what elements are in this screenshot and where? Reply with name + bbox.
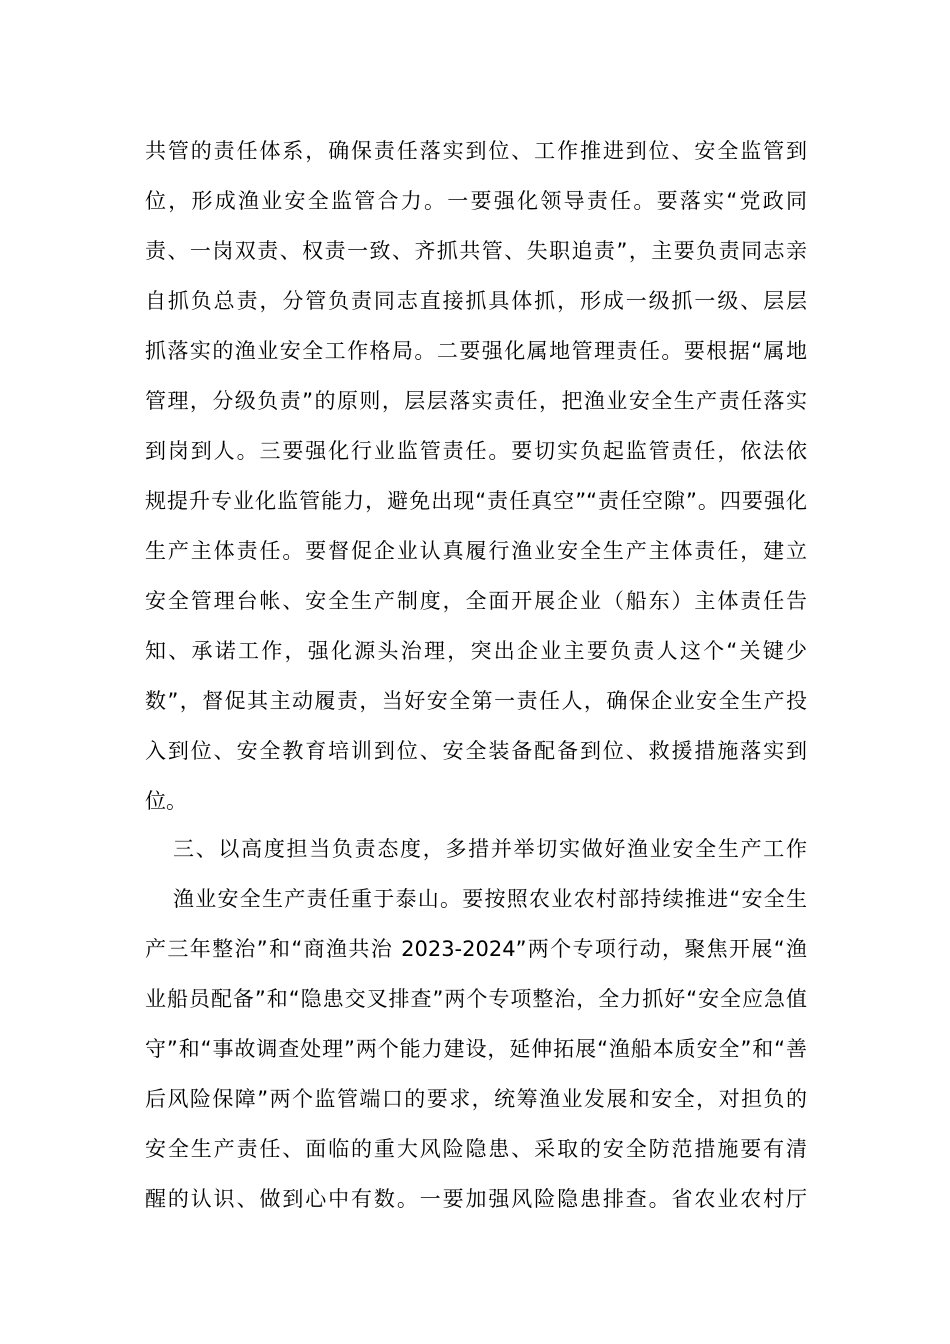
text-line: 共管的责任体系，确保责任落实到位、工作推进到位、安全监管到	[145, 139, 807, 163]
section-heading: 三、以高度担当负责态度，多措并举切实做好渔业安全生产工作	[173, 837, 807, 861]
text-line: 知、承诺工作，强化源头治理，突出企业主要负责人这个“关键少	[145, 639, 807, 663]
text-line: 醒的认识、做到心中有数。一要加强风险隐患排查。省农业农村厅	[145, 1187, 807, 1211]
text-line: 渔业安全生产责任重于泰山。要按照农业农村部持续推进“安全生	[173, 887, 807, 911]
text-line: 后风险保障”两个监管端口的要求，统筹渔业发展和安全，对担负的	[145, 1087, 807, 1111]
text-line: 安全管理台帐、安全生产制度，全面开展企业（船东）主体责任告	[145, 589, 807, 613]
text-line: 生产主体责任。要督促企业认真履行渔业安全生产主体责任，建立	[145, 539, 807, 563]
text-line: 规提升专业化监管能力，避免出现“责任真空”“责任空隙”。四要强化	[145, 489, 807, 513]
text-line: 自抓负总责，分管负责同志直接抓具体抓，形成一级抓一级、层层	[145, 289, 807, 313]
text-line: 数”，督促其主动履责，当好安全第一责任人，确保企业安全生产投	[145, 689, 807, 713]
text-line: 入到位、安全教育培训到位、安全装备配备到位、救援措施落实到	[145, 739, 807, 763]
text-line: 产三年整治”和“商渔共治 2023-2024”两个专项行动，聚焦开展“渔	[145, 937, 807, 961]
text-line: 抓落实的渔业安全工作格局。二要强化属地管理责任。要根据“属地	[145, 339, 807, 363]
text-line: 业船员配备”和“隐患交叉排查”两个专项整治，全力抓好“安全应急值	[145, 987, 807, 1011]
text-line: 管理，分级负责”的原则，层层落实责任，把渔业安全生产责任落实	[145, 389, 807, 413]
text-line: 安全生产责任、面临的重大风险隐患、采取的安全防范措施要有清	[145, 1137, 807, 1161]
text-line: 守”和“事故调查处理”两个能力建设，延伸拓展“渔船本质安全”和“善	[145, 1037, 807, 1061]
text-line: 到岗到人。三要强化行业监管责任。要切实负起监管责任，依法依	[145, 439, 807, 463]
text-line: 责、一岗双责、权责一致、齐抓共管、失职追责”，主要负责同志亲	[145, 239, 807, 263]
text-line: 位。	[145, 789, 187, 813]
text-line: 位，形成渔业安全监管合力。一要强化领导责任。要落实“党政同	[145, 189, 807, 213]
